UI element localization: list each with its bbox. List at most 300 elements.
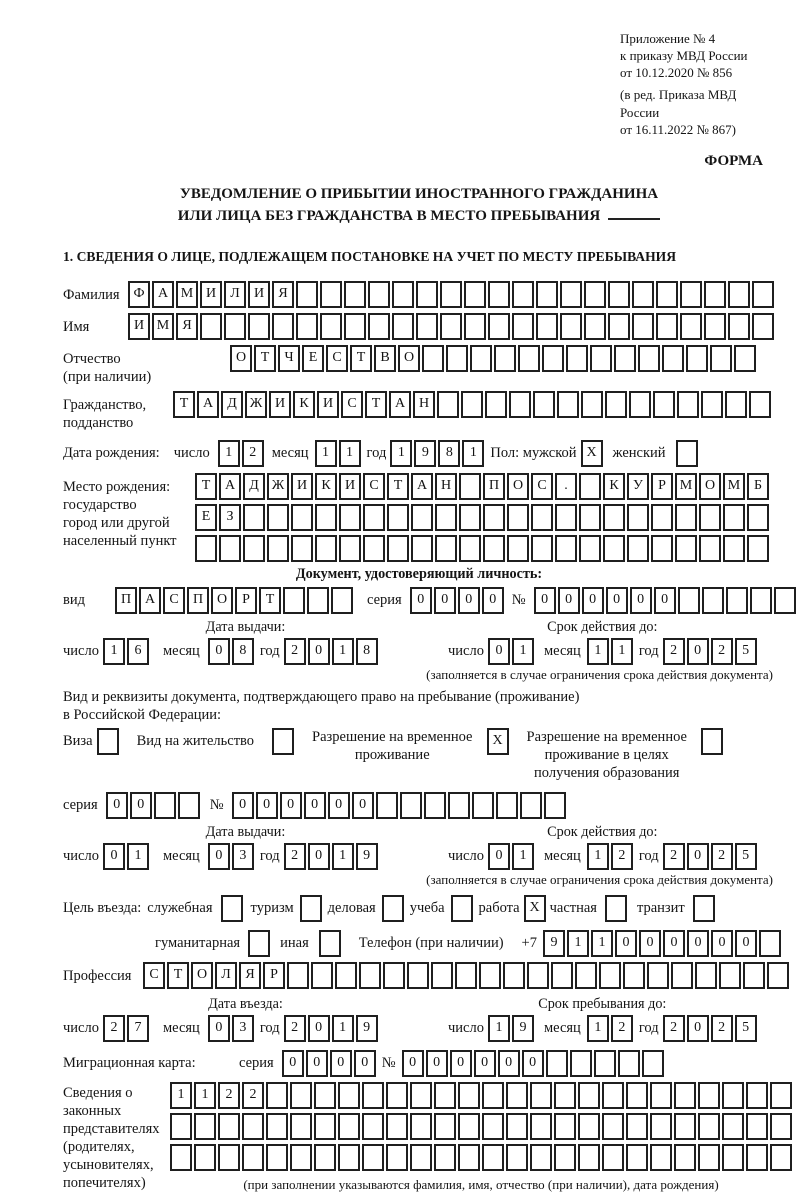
form-cell[interactable]: [363, 504, 385, 531]
form-cell[interactable]: [506, 1144, 528, 1171]
form-cell[interactable]: 5: [735, 843, 757, 870]
form-cell[interactable]: 0: [232, 792, 254, 819]
form-cell[interactable]: 1: [332, 843, 354, 870]
form-cell[interactable]: [267, 535, 289, 562]
form-cell[interactable]: [602, 1144, 624, 1171]
form-cell[interactable]: [451, 895, 473, 922]
form-cell[interactable]: [368, 313, 390, 340]
form-cell[interactable]: [702, 587, 724, 614]
form-cell[interactable]: 5: [735, 638, 757, 665]
form-cell[interactable]: 9: [356, 843, 378, 870]
form-cell[interactable]: [554, 1144, 576, 1171]
form-cell[interactable]: [464, 281, 486, 308]
form-cell[interactable]: [320, 281, 342, 308]
form-cell[interactable]: 1: [315, 440, 337, 467]
form-cell[interactable]: [344, 313, 366, 340]
form-cell[interactable]: [459, 504, 481, 531]
form-cell[interactable]: [512, 281, 534, 308]
form-cell[interactable]: [483, 535, 505, 562]
form-cell[interactable]: А: [411, 473, 433, 500]
form-cell[interactable]: [455, 962, 477, 989]
form-cell[interactable]: [726, 587, 748, 614]
form-cell[interactable]: [698, 1082, 720, 1109]
form-cell[interactable]: 0: [450, 1050, 472, 1077]
form-cell[interactable]: 2: [284, 1015, 306, 1042]
form-cell[interactable]: Я: [272, 281, 294, 308]
form-cell[interactable]: [319, 930, 341, 957]
form-cell[interactable]: [554, 1113, 576, 1140]
form-cell[interactable]: [362, 1144, 384, 1171]
form-cell[interactable]: [578, 1113, 600, 1140]
form-cell[interactable]: 9: [414, 440, 436, 467]
form-cell[interactable]: [461, 391, 483, 418]
form-cell[interactable]: К: [315, 473, 337, 500]
form-cell[interactable]: [656, 281, 678, 308]
form-cell[interactable]: [170, 1113, 192, 1140]
form-cell[interactable]: [632, 313, 654, 340]
form-cell[interactable]: [698, 1113, 720, 1140]
form-cell[interactable]: [291, 504, 313, 531]
form-cell[interactable]: 0: [103, 843, 125, 870]
form-cell[interactable]: Ж: [267, 473, 289, 500]
form-cell[interactable]: [594, 1050, 616, 1077]
form-cell[interactable]: [560, 281, 582, 308]
form-cell[interactable]: С: [163, 587, 185, 614]
form-cell[interactable]: О: [699, 473, 721, 500]
form-cell[interactable]: 0: [687, 638, 709, 665]
form-cell[interactable]: [680, 313, 702, 340]
form-cell[interactable]: [674, 1082, 696, 1109]
form-cell[interactable]: 2: [611, 1015, 633, 1042]
form-cell[interactable]: [434, 1082, 456, 1109]
form-cell[interactable]: [170, 1144, 192, 1171]
form-cell[interactable]: [488, 281, 510, 308]
form-cell[interactable]: 2: [711, 638, 733, 665]
form-cell[interactable]: [386, 1144, 408, 1171]
form-cell[interactable]: 2: [611, 843, 633, 870]
form-cell[interactable]: [387, 535, 409, 562]
form-cell[interactable]: К: [603, 473, 625, 500]
form-cell[interactable]: [555, 504, 577, 531]
form-cell[interactable]: [722, 1144, 744, 1171]
form-cell[interactable]: [483, 504, 505, 531]
form-cell[interactable]: [710, 345, 732, 372]
form-cell[interactable]: 0: [106, 792, 128, 819]
form-cell[interactable]: Т: [173, 391, 195, 418]
form-cell[interactable]: [459, 535, 481, 562]
form-cell[interactable]: 1: [462, 440, 484, 467]
form-cell[interactable]: [627, 504, 649, 531]
form-cell[interactable]: [435, 535, 457, 562]
form-cell[interactable]: 1: [512, 843, 534, 870]
form-cell[interactable]: [651, 504, 673, 531]
form-cell[interactable]: [248, 930, 270, 957]
form-cell[interactable]: [675, 504, 697, 531]
form-cell[interactable]: А: [219, 473, 241, 500]
form-cell[interactable]: Д: [243, 473, 265, 500]
form-cell[interactable]: 0: [434, 587, 456, 614]
form-cell[interactable]: [507, 535, 529, 562]
form-cell[interactable]: [555, 535, 577, 562]
form-cell[interactable]: Т: [259, 587, 281, 614]
form-cell[interactable]: О: [230, 345, 252, 372]
form-cell[interactable]: [699, 504, 721, 531]
form-cell[interactable]: [518, 345, 540, 372]
form-cell[interactable]: [507, 504, 529, 531]
form-cell[interactable]: [290, 1144, 312, 1171]
form-cell[interactable]: И: [269, 391, 291, 418]
form-cell[interactable]: [437, 391, 459, 418]
form-cell[interactable]: 0: [208, 843, 230, 870]
form-cell[interactable]: [701, 728, 723, 755]
form-cell[interactable]: [338, 1144, 360, 1171]
form-cell[interactable]: П: [483, 473, 505, 500]
form-cell[interactable]: [536, 281, 558, 308]
form-cell[interactable]: 1: [390, 440, 412, 467]
form-cell[interactable]: М: [176, 281, 198, 308]
form-cell[interactable]: [339, 535, 361, 562]
form-cell[interactable]: [638, 345, 660, 372]
form-cell[interactable]: [520, 792, 542, 819]
form-cell[interactable]: [770, 1082, 792, 1109]
form-cell[interactable]: [331, 587, 353, 614]
form-cell[interactable]: 0: [488, 638, 510, 665]
form-cell[interactable]: [579, 504, 601, 531]
form-cell[interactable]: 6: [127, 638, 149, 665]
form-cell[interactable]: [411, 504, 433, 531]
form-cell[interactable]: [407, 962, 429, 989]
form-cell[interactable]: [581, 391, 603, 418]
form-cell[interactable]: [97, 728, 119, 755]
form-cell[interactable]: [560, 313, 582, 340]
form-cell[interactable]: 0: [426, 1050, 448, 1077]
form-cell[interactable]: 8: [438, 440, 460, 467]
form-cell[interactable]: 3: [232, 1015, 254, 1042]
form-cell[interactable]: А: [389, 391, 411, 418]
form-cell[interactable]: 2: [103, 1015, 125, 1042]
form-cell[interactable]: 2: [663, 1015, 685, 1042]
form-cell[interactable]: 2: [663, 638, 685, 665]
form-cell[interactable]: [290, 1082, 312, 1109]
form-cell[interactable]: 0: [534, 587, 556, 614]
form-cell[interactable]: [218, 1113, 240, 1140]
form-cell[interactable]: [627, 535, 649, 562]
form-cell[interactable]: 1: [587, 843, 609, 870]
form-cell[interactable]: 1: [587, 1015, 609, 1042]
form-cell[interactable]: [599, 962, 621, 989]
form-cell[interactable]: 1: [218, 440, 240, 467]
form-cell[interactable]: [376, 792, 398, 819]
form-cell[interactable]: 1: [567, 930, 589, 957]
form-cell[interactable]: .: [555, 473, 577, 500]
form-cell[interactable]: [551, 962, 573, 989]
form-cell[interactable]: [675, 535, 697, 562]
form-cell[interactable]: Т: [365, 391, 387, 418]
form-cell[interactable]: [722, 1082, 744, 1109]
form-cell[interactable]: [723, 535, 745, 562]
form-cell[interactable]: [704, 313, 726, 340]
form-cell[interactable]: [656, 313, 678, 340]
form-cell[interactable]: 0: [306, 1050, 328, 1077]
form-cell[interactable]: У: [627, 473, 649, 500]
form-cell[interactable]: А: [197, 391, 219, 418]
form-cell[interactable]: 1: [127, 843, 149, 870]
form-cell[interactable]: [632, 281, 654, 308]
form-cell[interactable]: [626, 1082, 648, 1109]
form-cell[interactable]: [653, 391, 675, 418]
form-cell[interactable]: [557, 391, 579, 418]
form-cell[interactable]: X: [487, 728, 509, 755]
form-cell[interactable]: [362, 1082, 384, 1109]
form-cell[interactable]: 0: [687, 843, 709, 870]
form-cell[interactable]: [570, 1050, 592, 1077]
form-cell[interactable]: [422, 345, 444, 372]
form-cell[interactable]: [509, 391, 531, 418]
form-cell[interactable]: [533, 391, 555, 418]
form-cell[interactable]: [482, 1113, 504, 1140]
form-cell[interactable]: [221, 895, 243, 922]
form-cell[interactable]: [647, 962, 669, 989]
form-cell[interactable]: Е: [195, 504, 217, 531]
form-cell[interactable]: 2: [242, 1082, 264, 1109]
form-cell[interactable]: [650, 1082, 672, 1109]
form-cell[interactable]: 1: [611, 638, 633, 665]
form-cell[interactable]: 1: [194, 1082, 216, 1109]
form-cell[interactable]: 2: [711, 843, 733, 870]
form-cell[interactable]: И: [317, 391, 339, 418]
form-cell[interactable]: [446, 345, 468, 372]
form-cell[interactable]: [248, 313, 270, 340]
form-cell[interactable]: Л: [224, 281, 246, 308]
form-cell[interactable]: [605, 895, 627, 922]
form-cell[interactable]: С: [363, 473, 385, 500]
form-cell[interactable]: [296, 313, 318, 340]
form-cell[interactable]: [544, 792, 566, 819]
form-cell[interactable]: [416, 281, 438, 308]
form-cell[interactable]: М: [723, 473, 745, 500]
form-cell[interactable]: 0: [282, 1050, 304, 1077]
form-cell[interactable]: [243, 535, 265, 562]
form-cell[interactable]: 5: [735, 1015, 757, 1042]
form-cell[interactable]: [734, 345, 756, 372]
form-cell[interactable]: И: [248, 281, 270, 308]
form-cell[interactable]: [416, 313, 438, 340]
form-cell[interactable]: [496, 792, 518, 819]
form-cell[interactable]: [678, 587, 700, 614]
form-cell[interactable]: [363, 535, 385, 562]
form-cell[interactable]: 1: [488, 1015, 510, 1042]
form-cell[interactable]: Т: [167, 962, 189, 989]
form-cell[interactable]: [530, 1144, 552, 1171]
form-cell[interactable]: 2: [711, 1015, 733, 1042]
form-cell[interactable]: [434, 1113, 456, 1140]
form-cell[interactable]: Н: [435, 473, 457, 500]
form-cell[interactable]: [743, 962, 765, 989]
form-cell[interactable]: [676, 440, 698, 467]
form-cell[interactable]: 0: [256, 792, 278, 819]
form-cell[interactable]: [618, 1050, 640, 1077]
form-cell[interactable]: [629, 391, 651, 418]
form-cell[interactable]: [266, 1082, 288, 1109]
form-cell[interactable]: 0: [458, 587, 480, 614]
form-cell[interactable]: 0: [280, 792, 302, 819]
form-cell[interactable]: [603, 535, 625, 562]
form-cell[interactable]: 0: [308, 638, 330, 665]
form-cell[interactable]: [605, 391, 627, 418]
form-cell[interactable]: [579, 535, 601, 562]
form-cell[interactable]: [383, 962, 405, 989]
form-cell[interactable]: А: [139, 587, 161, 614]
form-cell[interactable]: [411, 535, 433, 562]
form-cell[interactable]: 1: [103, 638, 125, 665]
form-cell[interactable]: [339, 504, 361, 531]
form-cell[interactable]: [320, 313, 342, 340]
form-cell[interactable]: 1: [339, 440, 361, 467]
form-cell[interactable]: И: [200, 281, 222, 308]
form-cell[interactable]: [459, 473, 481, 500]
form-cell[interactable]: [554, 1082, 576, 1109]
form-cell[interactable]: 1: [332, 1015, 354, 1042]
form-cell[interactable]: [623, 962, 645, 989]
form-cell[interactable]: [315, 504, 337, 531]
form-cell[interactable]: [410, 1113, 432, 1140]
form-cell[interactable]: [728, 313, 750, 340]
form-cell[interactable]: [479, 962, 501, 989]
form-cell[interactable]: Ч: [278, 345, 300, 372]
form-cell[interactable]: [387, 504, 409, 531]
form-cell[interactable]: 0: [304, 792, 326, 819]
form-cell[interactable]: П: [115, 587, 137, 614]
form-cell[interactable]: [542, 345, 564, 372]
form-cell[interactable]: [458, 1113, 480, 1140]
form-cell[interactable]: 0: [474, 1050, 496, 1077]
form-cell[interactable]: 0: [328, 792, 350, 819]
form-cell[interactable]: [242, 1113, 264, 1140]
form-cell[interactable]: [431, 962, 453, 989]
form-cell[interactable]: [506, 1113, 528, 1140]
form-cell[interactable]: [482, 1144, 504, 1171]
form-cell[interactable]: 2: [218, 1082, 240, 1109]
form-cell[interactable]: [335, 962, 357, 989]
form-cell[interactable]: [774, 587, 796, 614]
form-cell[interactable]: [530, 1113, 552, 1140]
form-cell[interactable]: [642, 1050, 664, 1077]
form-cell[interactable]: И: [128, 313, 150, 340]
form-cell[interactable]: 0: [308, 1015, 330, 1042]
form-cell[interactable]: [578, 1082, 600, 1109]
form-cell[interactable]: 9: [512, 1015, 534, 1042]
form-cell[interactable]: 9: [356, 1015, 378, 1042]
form-cell[interactable]: [218, 1144, 240, 1171]
form-cell[interactable]: X: [524, 895, 546, 922]
form-cell[interactable]: 0: [630, 587, 652, 614]
form-cell[interactable]: К: [293, 391, 315, 418]
form-cell[interactable]: 0: [130, 792, 152, 819]
form-cell[interactable]: [382, 895, 404, 922]
form-cell[interactable]: 0: [402, 1050, 424, 1077]
form-cell[interactable]: Т: [195, 473, 217, 500]
form-cell[interactable]: О: [211, 587, 233, 614]
form-cell[interactable]: [602, 1113, 624, 1140]
form-cell[interactable]: 2: [242, 440, 264, 467]
form-cell[interactable]: 8: [356, 638, 378, 665]
form-cell[interactable]: 1: [332, 638, 354, 665]
form-cell[interactable]: [650, 1113, 672, 1140]
form-cell[interactable]: Б: [747, 473, 769, 500]
form-cell[interactable]: [674, 1144, 696, 1171]
form-cell[interactable]: [494, 345, 516, 372]
form-cell[interactable]: [272, 313, 294, 340]
form-cell[interactable]: [410, 1144, 432, 1171]
form-cell[interactable]: [602, 1082, 624, 1109]
form-cell[interactable]: 8: [232, 638, 254, 665]
form-cell[interactable]: [506, 1082, 528, 1109]
form-cell[interactable]: Л: [215, 962, 237, 989]
form-cell[interactable]: Ф: [128, 281, 150, 308]
form-cell[interactable]: [728, 281, 750, 308]
form-cell[interactable]: [752, 313, 774, 340]
form-cell[interactable]: 0: [308, 843, 330, 870]
form-cell[interactable]: [344, 281, 366, 308]
form-cell[interactable]: [283, 587, 305, 614]
form-cell[interactable]: [701, 391, 723, 418]
form-cell[interactable]: Т: [387, 473, 409, 500]
form-cell[interactable]: С: [143, 962, 165, 989]
form-cell[interactable]: [200, 313, 222, 340]
form-cell[interactable]: [435, 504, 457, 531]
form-cell[interactable]: 2: [663, 843, 685, 870]
form-cell[interactable]: С: [341, 391, 363, 418]
form-cell[interactable]: [290, 1113, 312, 1140]
form-cell[interactable]: [266, 1113, 288, 1140]
form-cell[interactable]: [531, 535, 553, 562]
form-cell[interactable]: [584, 313, 606, 340]
form-cell[interactable]: [194, 1144, 216, 1171]
form-cell[interactable]: Р: [651, 473, 673, 500]
form-cell[interactable]: Т: [254, 345, 276, 372]
form-cell[interactable]: 0: [639, 930, 661, 957]
form-cell[interactable]: 0: [208, 638, 230, 665]
form-cell[interactable]: 0: [482, 587, 504, 614]
form-cell[interactable]: 0: [330, 1050, 352, 1077]
form-cell[interactable]: [272, 728, 294, 755]
form-cell[interactable]: Е: [302, 345, 324, 372]
form-cell[interactable]: 2: [284, 843, 306, 870]
form-cell[interactable]: О: [398, 345, 420, 372]
form-cell[interactable]: 1: [512, 638, 534, 665]
form-cell[interactable]: [608, 313, 630, 340]
form-cell[interactable]: [243, 504, 265, 531]
form-cell[interactable]: С: [531, 473, 553, 500]
form-cell[interactable]: 1: [587, 638, 609, 665]
form-cell[interactable]: [224, 313, 246, 340]
form-cell[interactable]: [651, 535, 673, 562]
form-cell[interactable]: 0: [558, 587, 580, 614]
form-cell[interactable]: [584, 281, 606, 308]
form-cell[interactable]: [747, 535, 769, 562]
form-cell[interactable]: 0: [354, 1050, 376, 1077]
form-cell[interactable]: [266, 1144, 288, 1171]
form-cell[interactable]: [579, 473, 601, 500]
form-cell[interactable]: [488, 313, 510, 340]
form-cell[interactable]: [470, 345, 492, 372]
form-cell[interactable]: З: [219, 504, 241, 531]
form-cell[interactable]: 0: [522, 1050, 544, 1077]
form-cell[interactable]: 0: [615, 930, 637, 957]
form-cell[interactable]: С: [326, 345, 348, 372]
form-cell[interactable]: М: [675, 473, 697, 500]
form-cell[interactable]: [719, 962, 741, 989]
